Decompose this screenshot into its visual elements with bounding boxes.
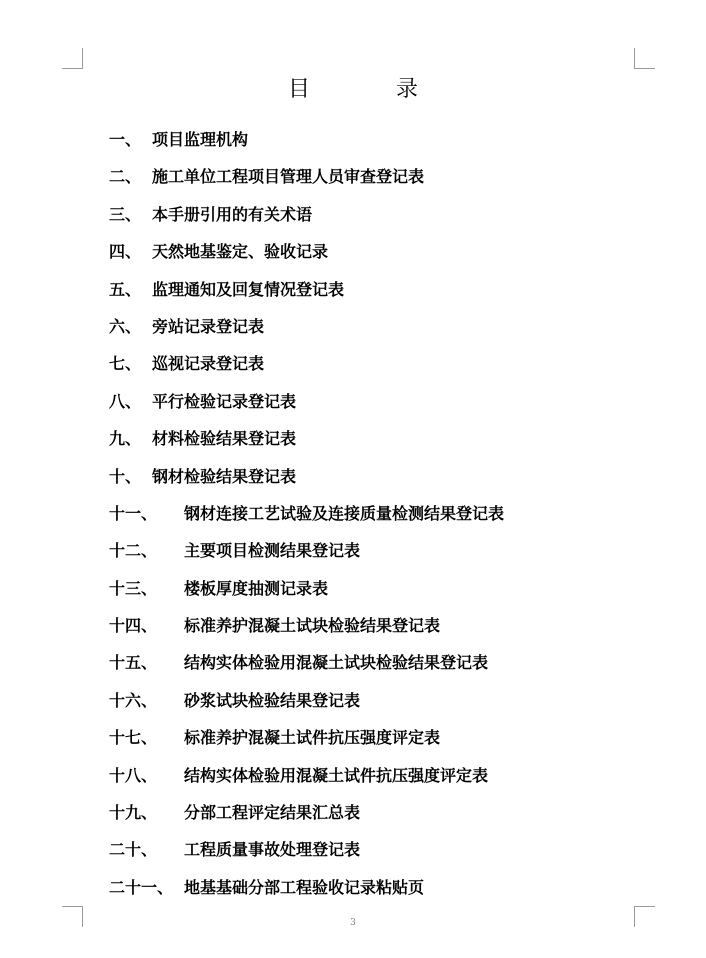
toc-entry-text: 砂浆试块检验结果登记表 (184, 690, 361, 710)
toc-entry-text: 平行检验记录登记表 (152, 391, 297, 411)
toc-entry (109, 689, 504, 726)
toc-entry-number: 四、 (109, 242, 142, 262)
toc-entry-text: 钢材检验结果登记表 (152, 466, 297, 486)
toc-entry (109, 352, 504, 389)
toc-entry (109, 614, 504, 651)
page-title: 目 录 (287, 77, 450, 102)
toc-entry-text: 巡视记录登记表 (152, 354, 265, 374)
toc-entry-number: 七、 (109, 354, 142, 374)
toc-entry-number: 十一、 (109, 503, 158, 523)
toc-entry (109, 465, 504, 502)
toc-entry-number: 九、 (109, 429, 142, 449)
toc-entry-text: 标准养护混凝土试块检验结果登记表 (184, 616, 441, 636)
toc-entry-number: 一、 (109, 130, 142, 149)
toc-entry-text: 标准养护混凝土试件抗压强度评定表 (184, 728, 441, 748)
toc-entry-text: 项目监理机构 (152, 130, 249, 149)
toc-entry-text: 主要项目检测结果登记表 (184, 541, 361, 561)
crop-mark-top-left (62, 48, 83, 69)
toc-entry-number: 三、 (109, 204, 142, 224)
toc-entry (109, 390, 504, 427)
toc-entry-number: 十四、 (109, 616, 158, 636)
toc-entry (109, 427, 504, 464)
toc-entry (109, 315, 504, 352)
toc-entry-number: 六、 (109, 316, 142, 336)
toc-entry-number: 十三、 (109, 578, 158, 598)
toc-entry-text: 监理通知及回复情况登记表 (152, 279, 345, 299)
toc-entry-text: 工程质量事故处理登记表 (184, 840, 361, 860)
toc-entry-number: 二十一、 (109, 877, 174, 897)
toc-entry-number: 二十、 (109, 840, 158, 860)
toc-entry (109, 577, 504, 614)
toc-entry (109, 165, 504, 202)
toc-entry-number: 十五、 (109, 653, 158, 673)
table-of-contents (109, 128, 504, 913)
toc-entry-text: 地基基础分部工程验收记录粘贴页 (184, 877, 425, 897)
toc-entry-text: 结构实体检验用混凝土试件抗压强度评定表 (184, 765, 489, 785)
toc-entry (109, 128, 504, 165)
toc-entry (109, 876, 504, 913)
toc-entry (109, 651, 504, 688)
toc-entry (109, 539, 504, 576)
toc-entry-number: 八、 (109, 391, 142, 411)
toc-entry-text: 材料检验结果登记表 (152, 429, 297, 449)
toc-entry (109, 502, 504, 539)
toc-entry (109, 240, 504, 277)
toc-entry-text: 天然地基鉴定、验收记录 (152, 242, 329, 262)
toc-entry (109, 278, 504, 315)
toc-entry-number: 二、 (109, 167, 142, 187)
toc-entry-text: 钢材连接工艺试验及连接质量检测结果登记表 (184, 503, 505, 523)
toc-entry-text: 分部工程评定结果汇总表 (184, 803, 361, 823)
page-number: 3 (350, 918, 356, 928)
toc-entry (109, 801, 504, 838)
toc-entry-text: 旁站记录登记表 (152, 316, 265, 336)
toc-entry-number: 十二、 (109, 541, 158, 561)
toc-entry (109, 764, 504, 801)
toc-entry-number: 十、 (109, 466, 142, 486)
toc-entry-text: 结构实体检验用混凝土试块检验结果登记表 (184, 653, 489, 673)
toc-entry-text: 施工单位工程项目管理人员审查登记表 (152, 167, 425, 187)
toc-entry-number: 十六、 (109, 690, 158, 710)
crop-mark-top-right (634, 48, 655, 69)
toc-entry-number: 五、 (109, 279, 142, 299)
toc-entry-number: 十七、 (109, 728, 158, 748)
toc-entry (109, 838, 504, 875)
toc-entry (109, 203, 504, 240)
toc-entry (109, 726, 504, 763)
toc-entry-text: 楼板厚度抽测记录表 (184, 578, 329, 598)
toc-entry-number: 十九、 (109, 803, 158, 823)
toc-entry-text: 本手册引用的有关术语 (152, 204, 313, 224)
toc-entry-number: 十八、 (109, 765, 158, 785)
